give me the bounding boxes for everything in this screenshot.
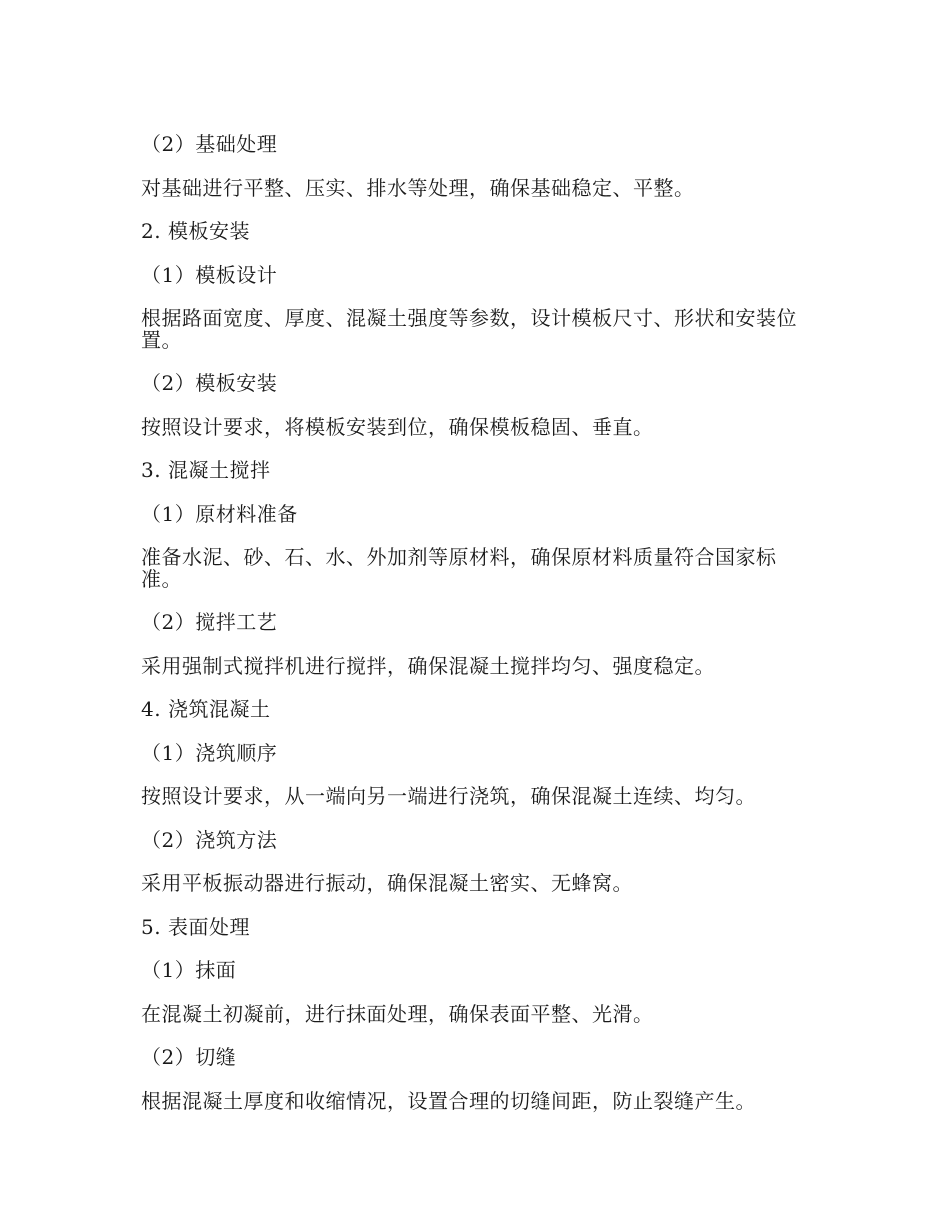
section-heading-pouring: 4. 浇筑混凝土 (141, 697, 271, 721)
subheading-formwork-install: （2）模板安装 (141, 371, 278, 395)
section-heading-surface: 5. 表面处理 (141, 915, 250, 939)
subheading-troweling: （1）抹面 (141, 958, 237, 982)
paragraph: 准备水泥、砂、石、水、外加剂等原材料，确保原材料质量符合国家标准。 (141, 545, 777, 591)
subheading-mixing-process: （2）搅拌工艺 (141, 610, 278, 634)
paragraph: 根据路面宽度、厚度、混凝土强度等参数，设计模板尺寸、形状和安装位置。 (141, 306, 797, 352)
paragraph: 按照设计要求，从一端向另一端进行浇筑，确保混凝土连续、均匀。 (141, 784, 756, 808)
paragraph: 按照设计要求，将模板安装到位，确保模板稳固、垂直。 (141, 415, 654, 439)
paragraph: 在混凝土初凝前，进行抹面处理，确保表面平整、光滑。 (141, 1002, 654, 1026)
subheading-foundation-treatment: （2）基础处理 (141, 132, 278, 156)
subheading-joint-cutting: （2）切缝 (141, 1045, 237, 1069)
section-heading-formwork: 2. 模板安装 (141, 219, 250, 243)
paragraph: 采用强制式搅拌机进行搅拌，确保混凝土搅拌均匀、强度稳定。 (141, 654, 715, 678)
section-heading-mixing: 3. 混凝土搅拌 (141, 458, 271, 482)
subheading-materials: （1）原材料准备 (141, 502, 298, 526)
subheading-pouring-order: （1）浇筑顺序 (141, 741, 278, 765)
paragraph: 根据混凝土厚度和收缩情况，设置合理的切缝间距，防止裂缝产生。 (141, 1089, 756, 1113)
subheading-formwork-design: （1）模板设计 (141, 263, 278, 287)
paragraph: 采用平板振动器进行振动，确保混凝土密实、无蜂窝。 (141, 871, 633, 895)
subheading-pouring-method: （2）浇筑方法 (141, 828, 278, 852)
paragraph: 对基础进行平整、压实、排水等处理，确保基础稳定、平整。 (141, 176, 695, 200)
